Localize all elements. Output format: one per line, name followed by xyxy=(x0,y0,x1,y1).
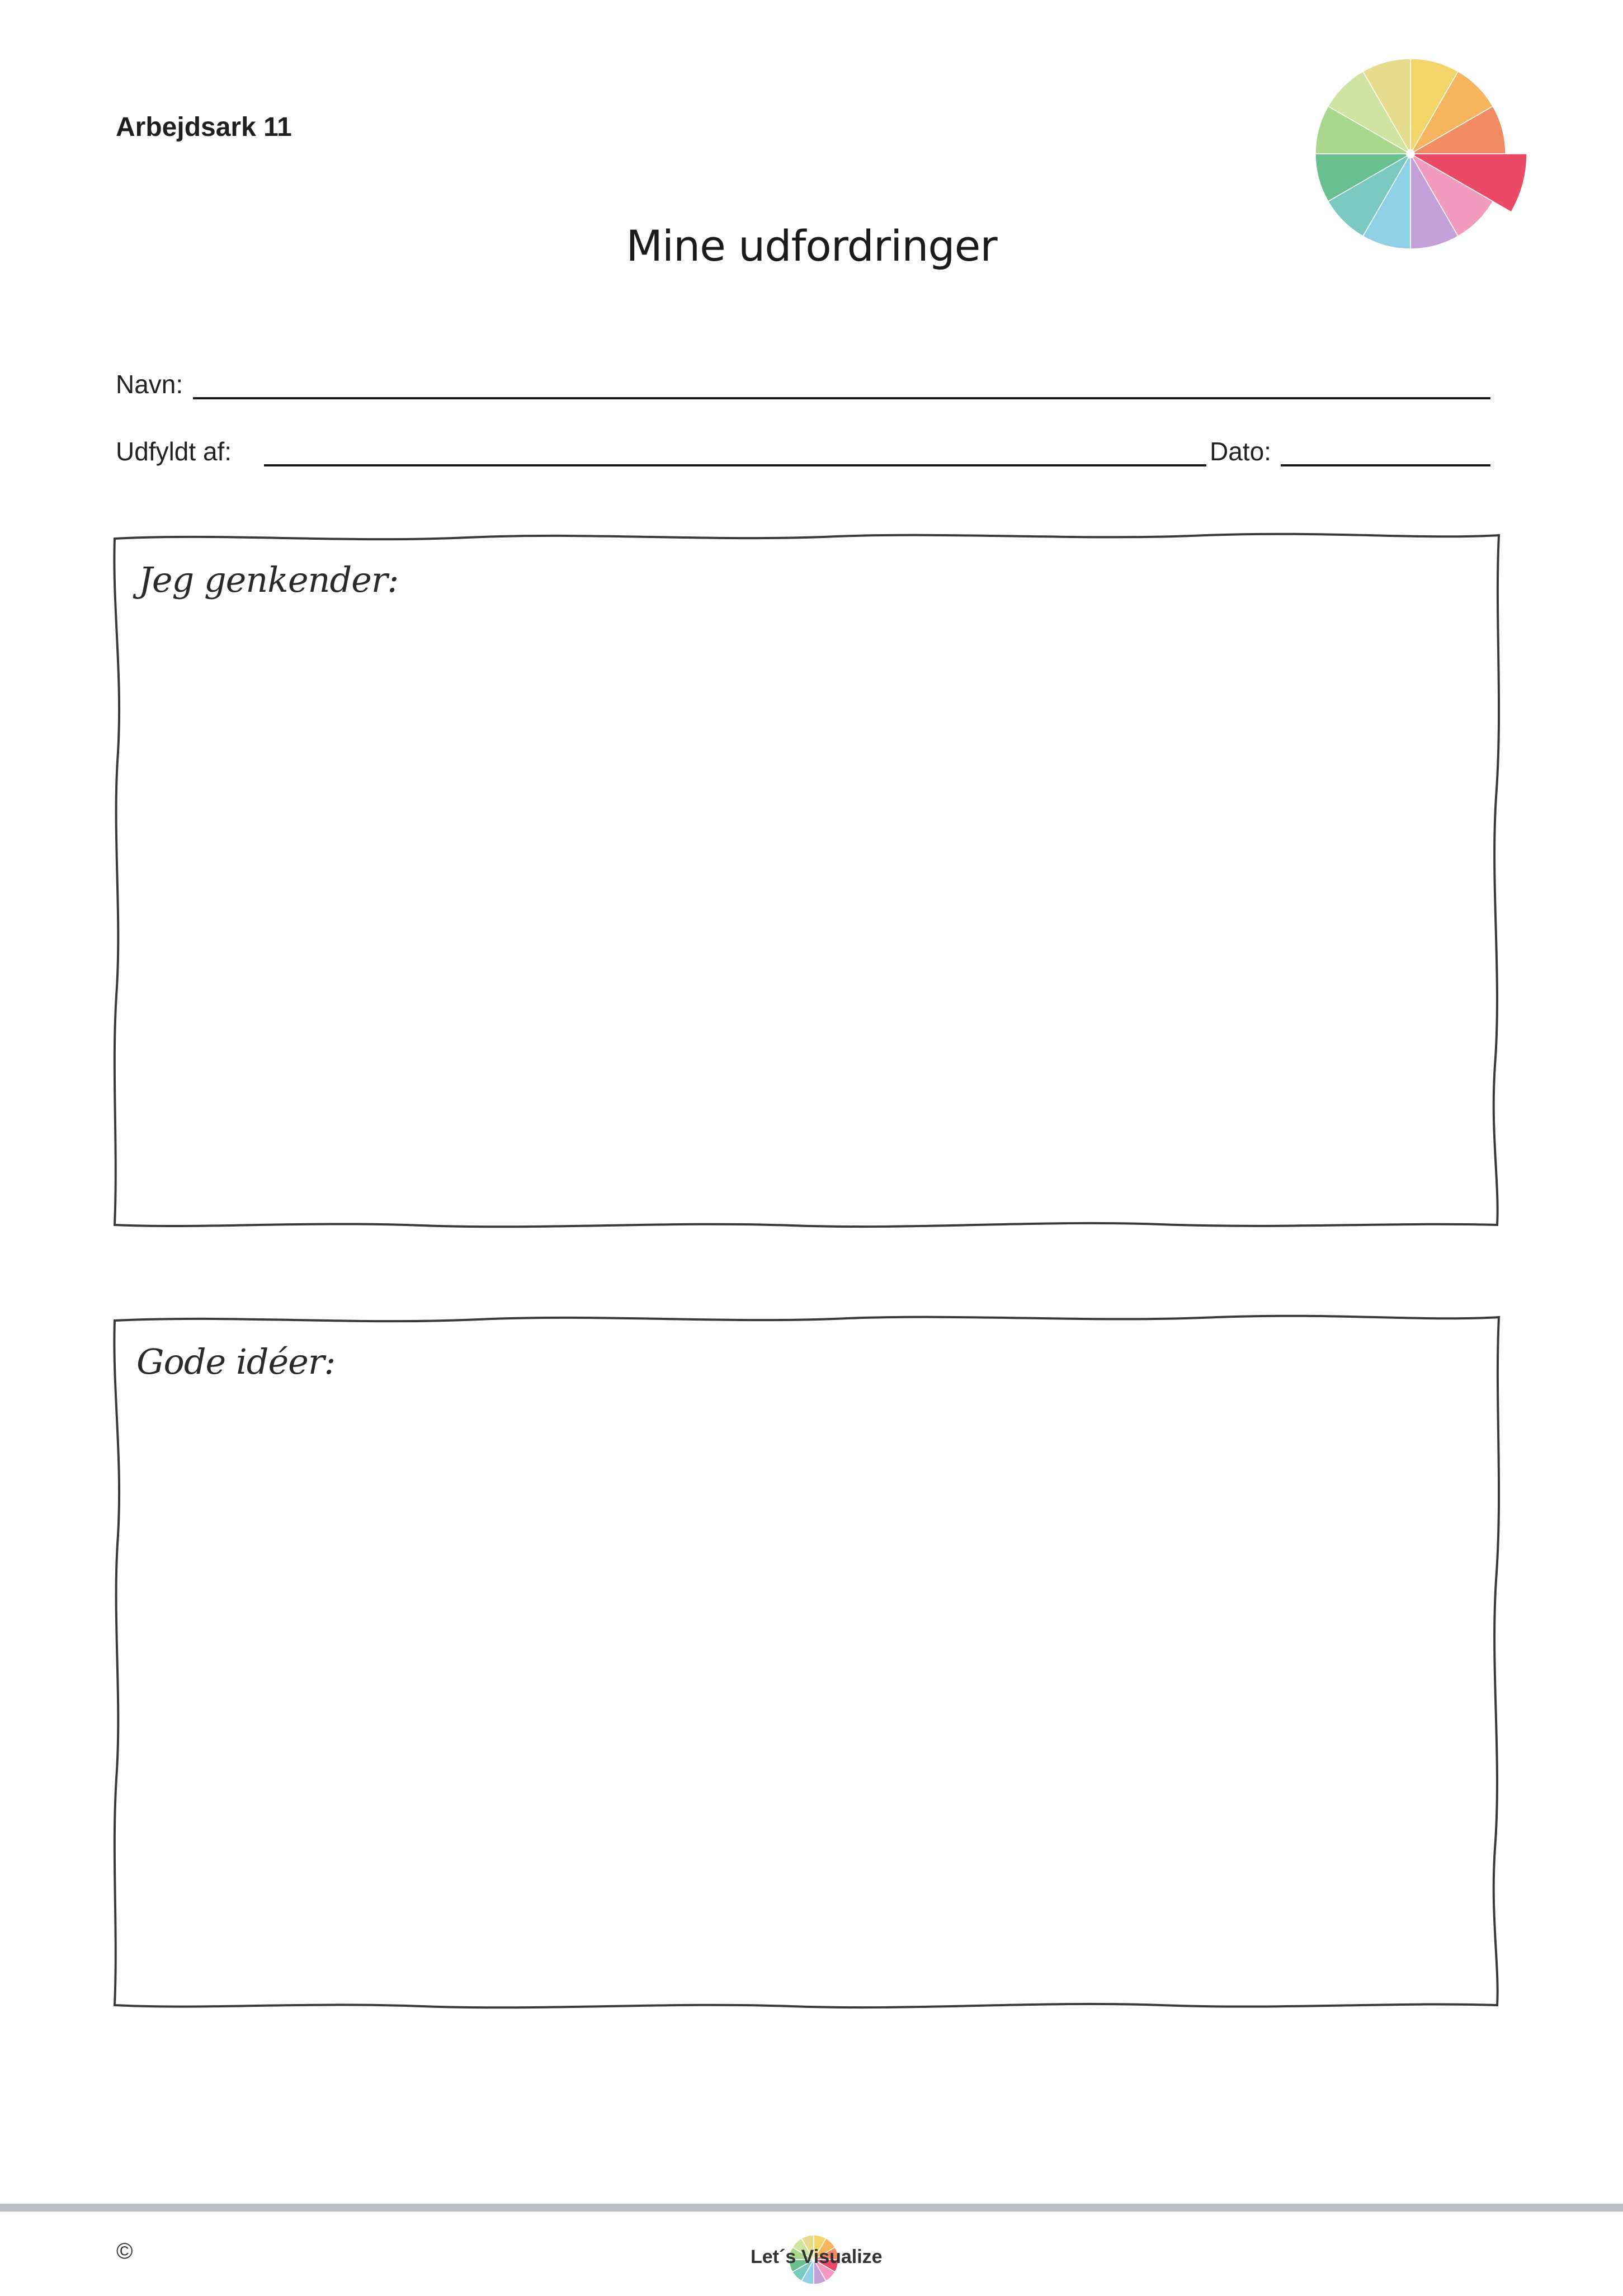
worksheet-number: Arbejdsark 11 xyxy=(116,112,292,142)
page-title: Mine udfordringer xyxy=(626,221,997,271)
recognize-box-border xyxy=(114,534,1499,1227)
recognize-box[interactable] xyxy=(109,529,1504,1233)
ideas-box-label: Gode idéer: xyxy=(136,1341,336,1382)
brand-name: Let´s Visualize xyxy=(751,2246,883,2267)
brand-logo xyxy=(733,2232,900,2282)
ideas-box-border xyxy=(114,1316,1499,2008)
recognize-box-label: Jeg genkender: xyxy=(139,559,399,600)
footer-divider xyxy=(0,2204,1623,2212)
filled-by-label: Udfyldt af: xyxy=(116,437,232,466)
name-field[interactable] xyxy=(193,397,1490,399)
copyright-symbol: © xyxy=(116,2239,133,2264)
ideas-box[interactable] xyxy=(109,1312,1504,2014)
date-label: Dato: xyxy=(1210,437,1271,466)
name-label: Navn: xyxy=(116,370,183,399)
filled-by-field[interactable] xyxy=(264,464,1206,466)
date-field[interactable] xyxy=(1281,464,1490,466)
